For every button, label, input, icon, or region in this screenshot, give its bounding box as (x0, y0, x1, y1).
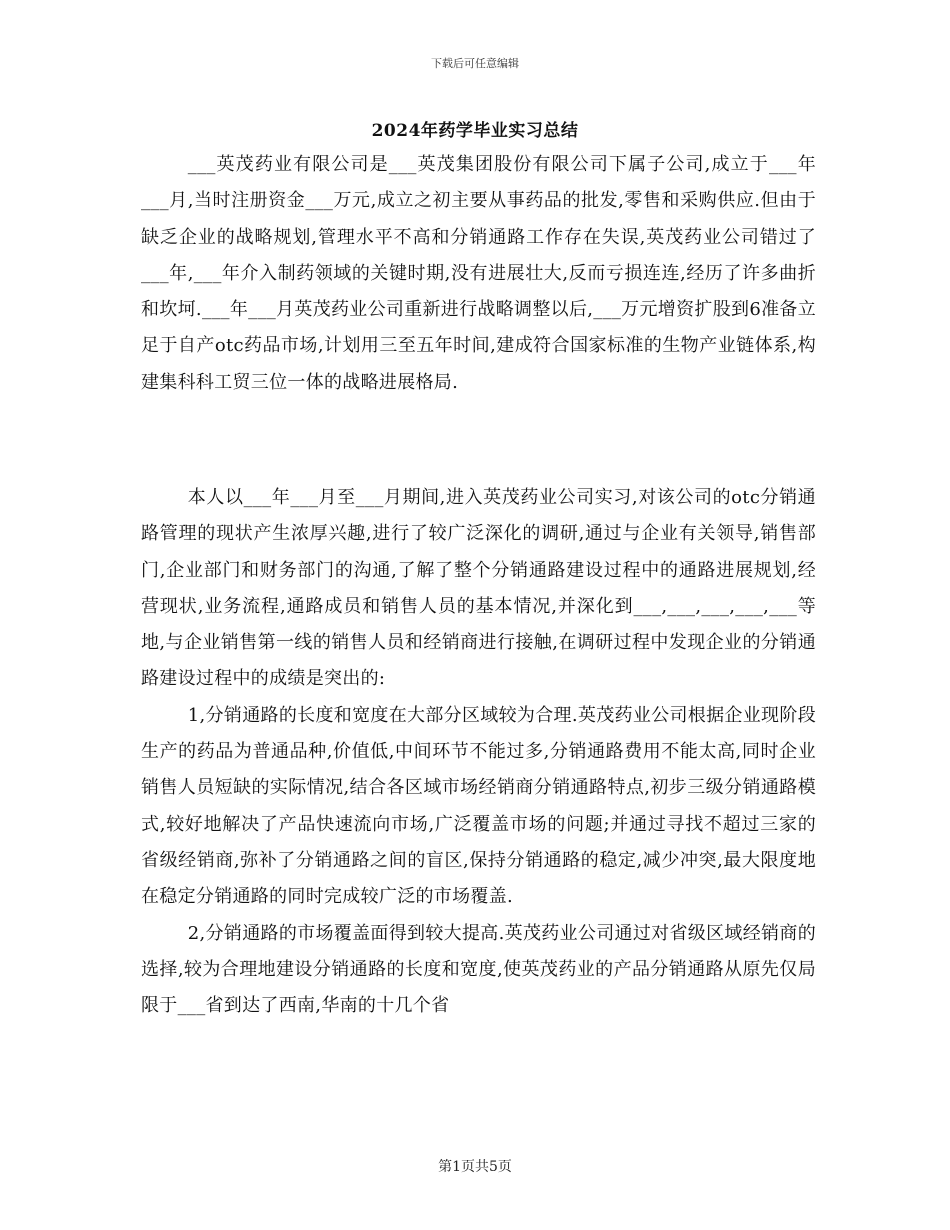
paragraph-company-intro: ___英茂药业有限公司是___英茂集团股份有限公司下属子公司,成立于___年___月,当时注册资金___万元,成立之初主要从事药品的批发,零售和采购供应.但由于缺乏企业的战略规划,管理水平不高和分销通路工作存在失误,英茂药业公司错过了___年,___年介入制药领域的关键时期,没有进展壮大,反而亏损连连,经历了许多曲折和坎坷.___年___月英茂药业公司重新进行战略调整以后,___万元增资扩股到6准备立足于自产otc药品市场,计划用三至五年时间,建成符合国家标准的生物产业链体系,构建集科科工贸三位一体的战略进展格局. (141, 154, 816, 393)
header-note: 下载后可任意编辑 (431, 57, 519, 70)
document-title: 2024年药学毕业实习总结 (371, 121, 579, 141)
paragraph-point-1: 1,分销通路的长度和宽度在大部分区域较为合理.英茂药业公司根据企业现阶段生产的药品为普通品种,价值低,中间环节不能过多,分销通路费用不能太高,同时企业销售人员短缺的实际情况,结合各区域市场经销商分销通路特点,初步三级分销通路模式,较好地解决了产品快速流向市场,广泛覆盖市场的问题;并通过寻找不超过三家的省级经销商,弥补了分销通路之间的盲区,保持分销通路的稳定,减少冲突,最大限度地在稳定分销通路的同时完成较广泛的市场覆盖. (141, 704, 816, 908)
paragraph-internship: 本人以___年___月至___月期间,进入英茂药业公司实习,对该公司的otc分销通路管理的现状产生浓厚兴趣,进行了较广泛深化的调研,通过与企业有关领导,销售部门,企业部门和财务部门的沟通,了解了整个分销通路建设过程中的通路进展规划,经营现状,业务流程,通路成员和销售人员的基本情况,并深化到___,___,___,___,___等地,与企业销售第一线的销售人员和经销商进行接触,在调研过程中发现企业的分销通路建设过程中的成绩是突出的: (141, 487, 816, 690)
document-body-section-2 (141, 480, 816, 1024)
document-body-section-1 (141, 147, 816, 401)
page-number: 第1页共5页 (438, 1159, 512, 1175)
paragraph-point-2: 2,分销通路的市场覆盖面得到较大提高.英茂药业公司通过对省级区域经销商的选择,较为合理地建设分销通路的长度和宽度,使英茂药业的产品分销通路从原先仅局限于___省到达了西南,华南的十几个省 (141, 922, 816, 1017)
